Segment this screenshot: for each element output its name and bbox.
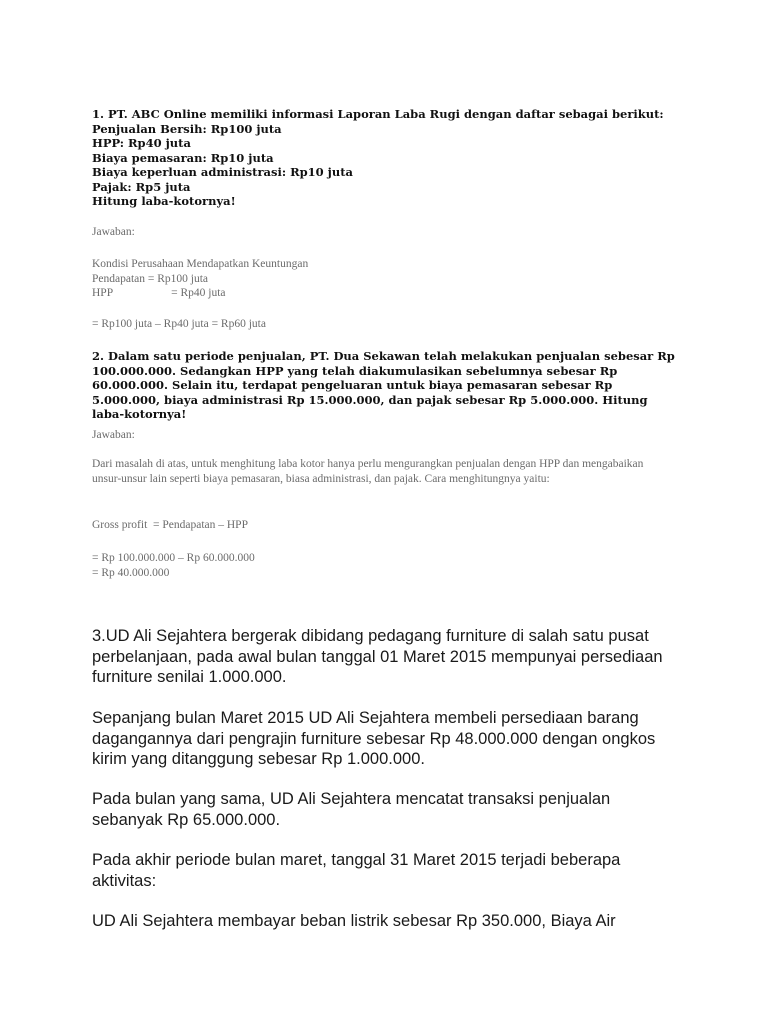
question-3-paragraph: 3.UD Ali Sejahtera bergerak dibidang pedagang furniture di salah satu pusat perbelanjaan, pada awal bulan tanggal 01 Maret 2015 mempunyai persediaan furniture senilai 1.000.000.	[92, 627, 663, 686]
answer-2-calc-line: = Rp 40.000.000	[92, 566, 170, 579]
question-3-paragraph: Sepanjang bulan Maret 2015 UD Ali Sejahtera membeli persediaan barang dagangannya dari pengrajin furniture sebesar Rp 48.000.000 dengan ongkos kirim yang ditanggung sebesar Rp 1.000.000.	[92, 709, 656, 768]
answer-2-calculation	[92, 551, 692, 580]
hpp-label: HPP	[92, 287, 114, 299]
question-1-title: 1. PT. ABC Online memiliki informasi Laporan Laba Rugi dengan daftar sebagai berikut:	[92, 107, 664, 121]
question-1-line: Penjualan Bersih: Rp100 juta	[92, 121, 282, 136]
answer-1-label	[92, 225, 692, 240]
question-3-purchase	[92, 708, 682, 770]
answer-2-formula	[92, 518, 692, 533]
answer-2-explanation	[92, 457, 667, 486]
question-2	[92, 349, 677, 422]
answer-label: Jawaban:	[92, 226, 135, 238]
answer-1-hpp	[92, 286, 692, 301]
answer-2-formula-text: Gross profit = Pendapatan – HPP	[92, 519, 248, 531]
question-3-paragraph: Pada akhir periode bulan maret, tanggal 31 Maret 2015 terjadi beberapa aktivitas:	[92, 851, 621, 890]
question-3-expenses	[92, 911, 692, 932]
answer-1-pendapatan: Pendapatan = Rp100 juta	[92, 272, 209, 285]
question-3-intro	[92, 626, 682, 688]
question-1-line: HPP: Rp40 juta	[92, 136, 191, 150]
hpp-value: = Rp40 juta	[171, 287, 226, 299]
answer-2-calc-line: = Rp 100.000.000 – Rp 60.000.000	[92, 552, 255, 564]
answer-1-body	[92, 257, 692, 301]
question-3-paragraph: UD Ali Sejahtera membayar beban listrik sebesar Rp 350.000, Biaya Air	[92, 912, 616, 930]
answer-2-explanation-text: Dari masalah di atas, untuk menghitung laba kotor hanya perlu mengurangkan penjualan dengan HPP dan mengabaikan unsur-unsur lain seperti biaya pemasaran, biasa administrasi, dan pajak. Cara menghitungnya yaitu:	[92, 458, 644, 485]
answer-1-result	[92, 317, 692, 332]
answer-1-condition: Kondisi Perusahaan Mendapatkan Keuntungan	[92, 258, 309, 270]
answer-label: Jawaban:	[92, 429, 135, 441]
answer-1-result-text: = Rp100 juta – Rp40 juta = Rp60 juta	[92, 318, 266, 330]
question-3-end-period	[92, 850, 682, 891]
question-1-line: Biaya pemasaran: Rp10 juta	[92, 150, 274, 165]
answer-2-label	[92, 428, 692, 443]
question-1-line: Pajak: Rp5 juta	[92, 179, 191, 194]
question-2-text: 2. Dalam satu periode penjualan, PT. Dua Sekawan telah melakukan penjualan sebesar Rp 100.000.000. Sedangkan HPP yang telah diakumulasikan sebelumnya sebesar Rp 60.000.000. Selain itu, terdapat pengeluaran untuk biaya pemasaran sebesar Rp 5.000.000, biaya administrasi Rp 15.000.000, dan pajak sebesar Rp 5.000.000. Hitung laba-kotornya!	[92, 349, 675, 421]
question-1-line: Hitung laba-kotornya!	[92, 194, 236, 208]
question-3-paragraph: Pada bulan yang sama, UD Ali Sejahtera mencatat transaksi penjualan sebanyak Rp 65.000.000.	[92, 790, 611, 829]
question-3-sales	[92, 789, 682, 830]
question-1	[92, 107, 692, 209]
question-1-line: Biaya keperluan administrasi: Rp10 juta	[92, 165, 353, 179]
